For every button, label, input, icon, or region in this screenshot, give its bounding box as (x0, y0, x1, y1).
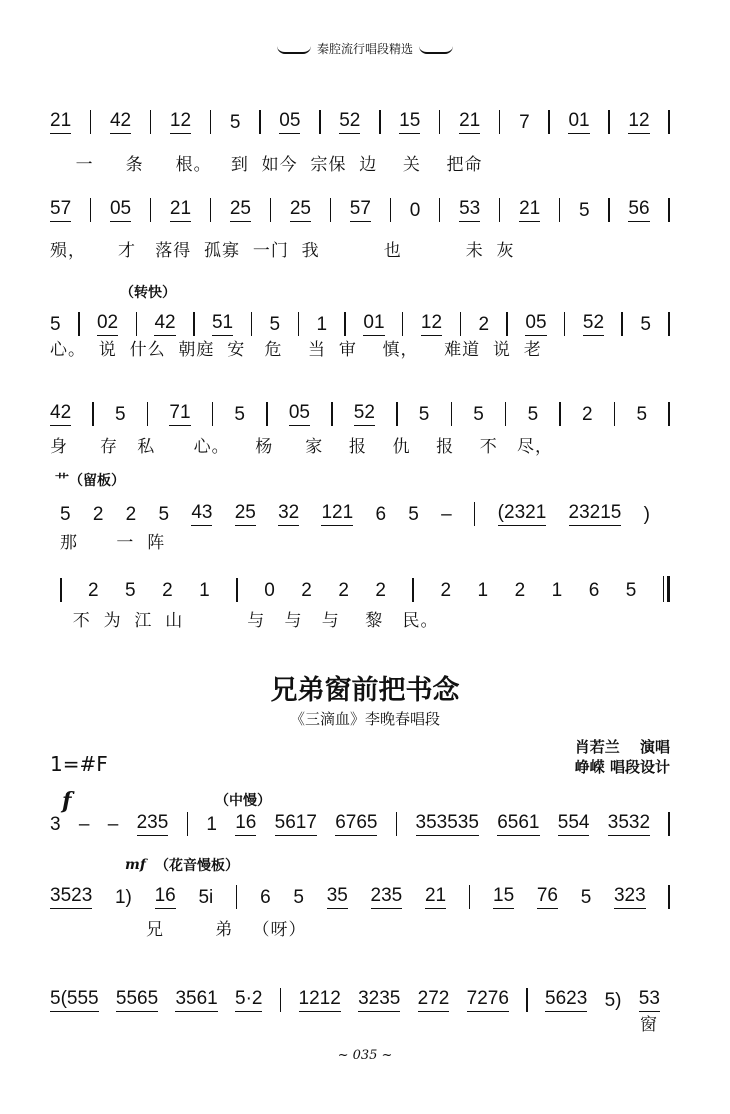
barline (614, 402, 616, 426)
note-group: 52 (354, 402, 375, 426)
note-group: 57 (50, 198, 71, 222)
note-group: 21 (50, 110, 71, 134)
barline (621, 312, 623, 336)
barline (668, 812, 670, 836)
note-group: 12 (628, 110, 649, 134)
notation-line (50, 310, 670, 336)
note-group: 56 (628, 198, 649, 222)
lyrics-line: 殒， 才 落得 孤寡 一门 我 也 未 灰 (50, 241, 515, 261)
note-group: 2 (514, 580, 526, 601)
barline (451, 402, 453, 426)
note-group: 5·2 (235, 988, 262, 1012)
note-group: 5 (269, 314, 281, 335)
barline (236, 578, 238, 602)
barline (251, 312, 253, 336)
note-group: 3 (50, 814, 61, 835)
barline (499, 198, 501, 222)
barline (668, 312, 670, 336)
dynamic-marking: f (62, 788, 72, 814)
note-group: 35 (327, 885, 348, 909)
running-header (0, 40, 730, 57)
notation-line (50, 810, 670, 836)
tempo-marking: （花音慢板） (155, 858, 239, 874)
note-group: 1 (316, 314, 328, 335)
note-group: 5 (579, 200, 590, 221)
note-group: 235 (371, 885, 403, 909)
barline (150, 198, 152, 222)
note-group: 7276 (467, 988, 509, 1012)
barline (90, 198, 92, 222)
barline (280, 988, 282, 1012)
note-group: 2 (162, 580, 173, 601)
note-group: 21 (519, 198, 540, 222)
notation-line (60, 576, 670, 602)
barline (608, 198, 610, 222)
note-group: 6 (588, 580, 600, 601)
barline (559, 402, 561, 426)
barline (270, 198, 272, 222)
note-group: 12 (421, 312, 442, 336)
note-group: 1 (199, 580, 210, 601)
note-group: 5 (580, 887, 592, 908)
note-group: 76 (537, 885, 558, 909)
note-group: 235 (137, 812, 169, 836)
tempo-marking: （转快） (120, 285, 176, 301)
ornament-left-icon (277, 46, 311, 54)
barline (319, 110, 321, 134)
note-group: 12 (170, 110, 191, 134)
note-group: 71 (169, 402, 190, 426)
barline (668, 402, 670, 426)
barline (390, 198, 392, 222)
lyrics-line: 身 存 私 心。 杨 家 报 仇 报 不 尽， (50, 437, 553, 457)
note-group: 42 (154, 312, 175, 336)
note-group: 6765 (335, 812, 377, 836)
note-group: 1 (206, 814, 217, 835)
note-group: 1 (551, 580, 563, 601)
page-number: ~ 035 ~ (337, 1048, 393, 1063)
barline (460, 312, 462, 336)
note-group: 5 (473, 404, 484, 425)
note-group: 15 (399, 110, 420, 134)
note-group: 6561 (497, 812, 539, 836)
note-group: 01 (568, 110, 589, 134)
barline (90, 110, 92, 134)
barline (78, 312, 80, 336)
barline (499, 110, 501, 134)
note-group: 57 (350, 198, 371, 222)
barline (210, 198, 212, 222)
note-group: 1) (114, 887, 132, 908)
tempo-marking: 艹（留板） (55, 473, 125, 489)
note-group: 3523 (50, 885, 92, 909)
barline (474, 502, 476, 526)
notation-line (50, 986, 660, 1012)
note-group: 2 (92, 504, 104, 525)
barline (298, 312, 300, 336)
note-group: 121 (321, 502, 353, 526)
barline (668, 110, 670, 134)
note-group: 2 (301, 580, 312, 601)
note-group: 5) (604, 990, 622, 1011)
barline (92, 402, 94, 426)
notation-line (50, 196, 670, 222)
note-group: 323 (614, 885, 646, 909)
lyrics-line: 心。 说 什么 朝庭 安 危 当 审 慎， 难道 说 老 (50, 340, 542, 360)
barline (505, 402, 507, 426)
note-group: 5 (234, 404, 245, 425)
note-group: 2 (125, 504, 137, 525)
barline (187, 812, 189, 836)
lyrics-line: 一 条 根。 到 如今 宗保 边 关 把命 (50, 155, 483, 175)
note-group: 5i (198, 887, 214, 908)
key-signature: 1=#F (50, 752, 108, 776)
note-group: 43 (191, 502, 212, 526)
note-group: 6 (260, 887, 271, 908)
note-group: 5623 (545, 988, 587, 1012)
barline (396, 812, 398, 836)
note-group: 21 (459, 110, 480, 134)
barline (344, 312, 346, 336)
note-group: 02 (97, 312, 118, 336)
barline (608, 110, 610, 134)
note-group: 0 (264, 580, 275, 601)
note-group: 2 (478, 314, 490, 335)
note-group: 6 (375, 504, 387, 525)
barline (506, 312, 508, 336)
barline (136, 312, 138, 336)
note-group: 2 (375, 580, 386, 601)
note-group: 2 (440, 580, 452, 601)
note-group: 25 (235, 502, 256, 526)
ornament-right-icon (419, 46, 453, 54)
note-group: 5565 (116, 988, 158, 1012)
barline (150, 110, 152, 134)
note-group: 52 (583, 312, 604, 336)
note-group: 25 (290, 198, 311, 222)
note-group: 0 (409, 200, 421, 221)
note-group: – (78, 814, 90, 835)
note-group: 32 (278, 502, 299, 526)
note-group: 01 (363, 312, 384, 336)
note-group: 5 (527, 404, 539, 425)
running-header-title: 秦腔流行唱段精选 (316, 42, 413, 56)
lyrics-line: 不 为 江 山 与 与 与 黎 民。 (60, 611, 439, 631)
barline (210, 110, 212, 134)
note-group: 53 (639, 988, 660, 1012)
barline (212, 402, 214, 426)
designer-credit: 峥嵘 唱段设计 (574, 758, 670, 776)
note-group: 16 (235, 812, 256, 836)
note-group: 272 (418, 988, 450, 1012)
note-group: 05 (289, 402, 310, 426)
note-group: 5 (158, 504, 170, 525)
note-group: 51 (212, 312, 233, 336)
barline (259, 110, 261, 134)
note-group: 7 (519, 112, 530, 133)
note-group: 5 (293, 887, 304, 908)
note-group: 42 (110, 110, 131, 134)
note-group: 353535 (416, 812, 479, 836)
note-group: 5 (408, 504, 419, 525)
note-group: 3561 (175, 988, 217, 1012)
note-group: 5 (636, 404, 648, 425)
note-group: 5(555 (50, 988, 99, 1012)
song-title: 兄弟窗前把书念 (270, 675, 460, 706)
barline (668, 198, 670, 222)
note-group: 53 (459, 198, 480, 222)
note-group: 1 (477, 580, 489, 601)
note-group: 42 (50, 402, 71, 426)
barline (559, 198, 561, 222)
barline (469, 885, 471, 909)
barline (439, 110, 441, 134)
note-group: ) (643, 504, 650, 525)
dynamic-marking: mf (125, 857, 146, 873)
song-subtitle: 《三滴血》李晚春唱段 (289, 710, 440, 728)
note-group: 05 (110, 198, 131, 222)
note-group: 2 (87, 580, 99, 601)
note-group: 554 (558, 812, 590, 836)
barline (526, 988, 528, 1012)
notation-line (50, 883, 670, 909)
note-group: 3532 (608, 812, 650, 836)
note-group: 2 (338, 580, 349, 601)
barline (193, 312, 195, 336)
note-group: 3235 (358, 988, 400, 1012)
note-group: 5 (229, 112, 241, 133)
note-group: 5 (625, 580, 637, 601)
note-group: 5617 (275, 812, 317, 836)
lyrics-line: 兄 弟 （呀） (50, 920, 307, 940)
barline (439, 198, 441, 222)
barline (236, 885, 238, 909)
note-group: 21 (170, 198, 191, 222)
barline (266, 402, 268, 426)
barline (564, 312, 566, 336)
lyrics-line: 那 一 阵 (60, 533, 166, 553)
note-group: – (441, 504, 452, 525)
note-group: – (107, 814, 119, 835)
barline (147, 402, 149, 426)
note-group: 23215 (569, 502, 622, 526)
note-group: 2 (582, 404, 593, 425)
note-group: 5 (60, 504, 71, 525)
note-group: (2321 (498, 502, 547, 526)
barline (668, 885, 670, 909)
notation-line (50, 108, 670, 134)
note-group: 21 (425, 885, 446, 909)
barline (331, 402, 333, 426)
note-group: 5 (640, 314, 651, 335)
notation-line (50, 400, 670, 426)
note-group: 5 (125, 580, 136, 601)
notation-line (60, 500, 650, 526)
note-group: 1212 (299, 988, 341, 1012)
note-group: 52 (339, 110, 360, 134)
barline (548, 110, 550, 134)
note-group: 5 (114, 404, 126, 425)
performer-credit: 肖若兰 演唱 (574, 738, 670, 756)
note-group: 15 (493, 885, 514, 909)
note-group: 05 (525, 312, 546, 336)
barline (60, 578, 62, 602)
note-group: 25 (230, 198, 251, 222)
note-group: 05 (279, 110, 300, 134)
barline (330, 198, 332, 222)
note-group: 16 (155, 885, 176, 909)
note-group: 5 (418, 404, 430, 425)
tempo-marking: （中慢） (215, 793, 271, 809)
note-group: 5 (50, 314, 61, 335)
final-barline (663, 576, 670, 602)
barline (379, 110, 381, 134)
barline (412, 578, 414, 602)
barline (402, 312, 404, 336)
lyrics-line: 窗 (640, 1015, 658, 1035)
barline (396, 402, 398, 426)
